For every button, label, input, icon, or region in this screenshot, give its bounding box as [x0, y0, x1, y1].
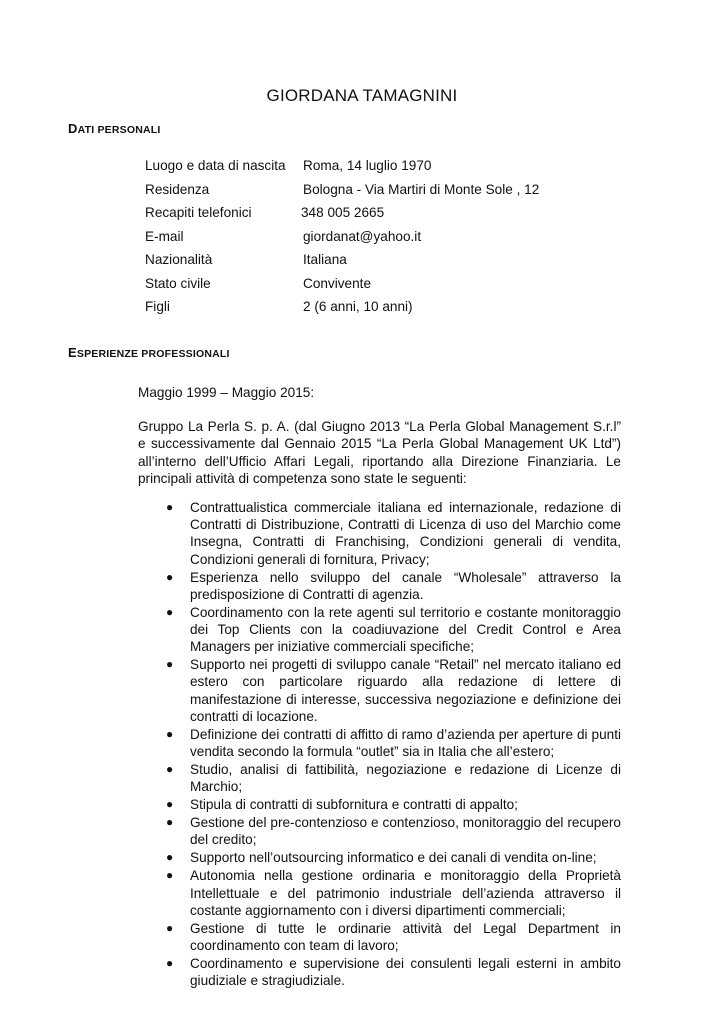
- personal-data-table: [145, 154, 665, 319]
- bullet-icon: ●: [166, 726, 174, 741]
- experience-intro: Gruppo La Perla S. p. A. (dal Giugno 2013 “La Perla Global Management S.r.l” e successivamente dal Gennaio 2015 “La Perla Global Management UK Ltd”) all’interno dell’Ufficio Affari Legali, riportando alla Direzione Finanziaria. Le principali attività di competenza sono state le seguenti:: [138, 419, 621, 487]
- list-item: [166, 955, 621, 989]
- personal-row: [145, 272, 665, 296]
- list-item-text: Definizione dei contratti di affitto di ramo d’azienda per aperture di punti vendita secondo la formula “outlet” sia in Italia che all’estero;: [190, 726, 621, 760]
- list-item-text: Gestione di tutte le ordinarie attività del Legal Department in coordinamento con team di lavoro;: [190, 920, 621, 954]
- list-item-text: Autonomia nella gestione ordinaria e monitoraggio della Proprietà Intellettuale e del patrimonio industriale dell’azienda attraverso il costante aggiornamento con i diversi dipartimenti commerciali;: [190, 868, 621, 918]
- personal-value: Roma, 14 luglio 1970: [303, 158, 432, 173]
- personal-row: [145, 295, 665, 319]
- personal-label: Luogo e data di nascita: [145, 158, 286, 173]
- responsibilities-list: [166, 499, 621, 990]
- bullet-icon: ●: [166, 868, 174, 883]
- list-item-text: Stipula di contratti di subfornitura e contratti di appalto;: [190, 797, 518, 813]
- section-rest: SPERIENZE PROFESSIONALI: [76, 348, 230, 360]
- personal-row: [145, 201, 665, 225]
- list-item: [166, 499, 621, 568]
- personal-value: Convivente: [303, 275, 372, 291]
- section-title-personal: [68, 121, 161, 136]
- personal-label: Recapiti telefonici: [145, 205, 252, 220]
- list-item-text: Coordinamento con la rete agenti sul territorio e costante monitoraggio dei Top Clients con la coadiuvazione del Credit Control e Area Managers per iniziative commerciali specifiche;: [190, 604, 621, 655]
- personal-value: 348 005 2665: [301, 205, 385, 220]
- experience-period: Maggio 1999 – Maggio 2015:: [138, 385, 315, 400]
- personal-value: giordanat@yahoo.it: [303, 228, 422, 244]
- personal-label: Residenza: [145, 181, 210, 197]
- personal-value: Bologna - Via Martiri di Monte Sole , 12: [303, 181, 540, 197]
- list-item: [166, 867, 621, 919]
- list-item: [166, 569, 621, 603]
- personal-value: Italiana: [303, 252, 347, 267]
- personal-label: Nazionalità: [145, 252, 213, 267]
- bullet-icon: ●: [166, 920, 174, 935]
- list-item-text: Supporto nei progetti di sviluppo canale “Retail” nel mercato italiano ed estero con particolare riguardo alla redazione di lettere di manifestazione di interesse, successiva negoziazione e definizione dei contratti di locazione.: [190, 657, 621, 724]
- list-item-text: Esperienza nello sviluppo del canale “Wholesale” attraverso la predisposizione di Contratti di agenzia.: [190, 569, 621, 602]
- section-rest: ATI PERSONALI: [77, 124, 161, 136]
- list-item: [166, 920, 621, 954]
- list-item-text: Gestione del pre-contenzioso e contenzioso, monitoraggio del recupero del credito;: [190, 815, 621, 848]
- section-initial: E: [68, 345, 77, 360]
- bullet-icon: ●: [166, 762, 174, 777]
- list-item: [166, 761, 621, 795]
- list-item: [166, 796, 621, 813]
- list-item: [166, 726, 621, 760]
- list-item-text: Studio, analisi di fattibilità, negoziazione e redazione di Licenze di Marchio;: [190, 762, 621, 795]
- list-item-text: Supporto nell’outsourcing informatico e dei canali di vendita on-line;: [190, 850, 597, 866]
- personal-label: Figli: [145, 299, 170, 314]
- personal-row: [145, 225, 665, 249]
- section-title-experience: [68, 345, 230, 360]
- bullet-icon: ●: [166, 797, 174, 812]
- personal-row: [145, 248, 665, 272]
- personal-value: 2 (6 anni, 10 anni): [303, 299, 413, 314]
- bullet-icon: ●: [166, 569, 174, 584]
- list-item: [166, 814, 621, 848]
- candidate-name: GIORDANA TAMAGNINI: [266, 86, 458, 105]
- personal-label: Stato civile: [145, 275, 211, 291]
- list-item-text: Contrattualistica commerciale italiana ed internazionale, redazione di Contratti di Distribuzione, Contratti di Licenza di uso del Marchio come Insegna, Contratti di Franchising, Condizioni generali di vendita, Condizioni generali di fornitura, Privacy;: [190, 500, 621, 567]
- bullet-icon: ●: [166, 657, 174, 672]
- list-item-text: Coordinamento e supervisione dei consulenti legali esterni in ambito giudiziale e stragiudiziale.: [190, 956, 621, 989]
- bullet-icon: ●: [166, 500, 174, 514]
- list-item: [166, 656, 621, 725]
- list-item: [166, 849, 621, 866]
- list-item: [166, 604, 621, 656]
- bullet-icon: ●: [166, 956, 174, 971]
- personal-row: [145, 154, 665, 178]
- bullet-icon: ●: [166, 850, 174, 865]
- personal-row: [145, 178, 665, 202]
- personal-label: E-mail: [145, 228, 184, 244]
- bullet-icon: ●: [166, 815, 174, 830]
- bullet-icon: ●: [166, 604, 174, 619]
- section-initial: D: [68, 121, 78, 136]
